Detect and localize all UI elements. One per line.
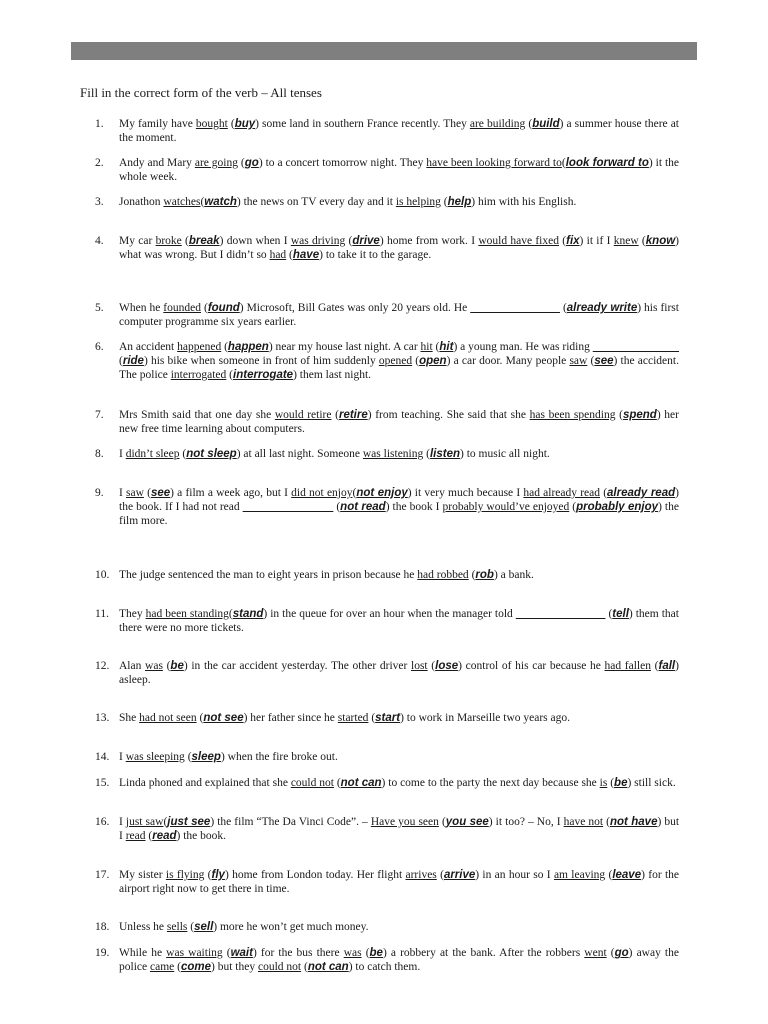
verb-hint: rob xyxy=(475,569,494,581)
sentence-text: ( xyxy=(333,501,341,513)
sentence-text: ) in the car accident yesterday. The other driver xyxy=(183,660,411,672)
answer-blank[interactable]: read xyxy=(125,830,146,842)
answer-blank[interactable]: was xyxy=(343,947,362,959)
item-text xyxy=(119,659,679,687)
sentence-text: Linda phoned and explained that she xyxy=(119,777,291,789)
answer-blank[interactable]: lost xyxy=(411,660,428,672)
sentence-text: ) for the airport right now to get there in time. xyxy=(119,869,680,895)
sentence-text: ) the book I xyxy=(385,501,443,513)
verb-hint: sell xyxy=(194,921,214,933)
sentence-text: ) still sick. xyxy=(627,777,676,789)
verb-hint: drive xyxy=(352,235,380,247)
answer-blank[interactable]: just saw xyxy=(125,816,164,828)
sentence-text: ( xyxy=(238,157,245,169)
verb-hint: stand xyxy=(232,608,264,620)
answer-blank[interactable]: happened xyxy=(177,341,222,353)
sentence-text: ) the news on TV every day and it xyxy=(236,196,396,208)
answer-blank[interactable] xyxy=(593,341,679,353)
item-text xyxy=(119,408,679,436)
verb-hint: ride xyxy=(122,355,144,367)
verb-hint: already read xyxy=(607,487,676,499)
sentence-text: ) to music all night. xyxy=(460,448,550,460)
item-number: 5. xyxy=(95,302,104,314)
sentence-text: ) in an hour so I xyxy=(475,869,554,881)
verb-hint: not can xyxy=(340,777,382,789)
sentence-text: ) them last night. xyxy=(293,369,372,381)
verb-hint: arrive xyxy=(443,869,476,881)
sentence-text: ) a young man. He was riding xyxy=(453,341,593,353)
verb-hint: know xyxy=(645,235,676,247)
item-text xyxy=(119,815,679,843)
sentence-text: ) away the police xyxy=(119,947,679,973)
sentence-text: ( xyxy=(600,487,608,499)
item-number: 10. xyxy=(95,569,110,581)
item-number: 1. xyxy=(95,118,104,130)
sentence-text: ( xyxy=(143,487,151,499)
sentence-text: ( xyxy=(427,660,436,672)
sentence-text: ) when the fire broke out. xyxy=(220,751,338,763)
sentence-text: I xyxy=(119,487,127,499)
item-number: 11. xyxy=(95,608,109,620)
item-number: 14. xyxy=(95,751,110,763)
sentence-text: ( xyxy=(145,830,153,842)
item-number: 3. xyxy=(95,196,104,208)
answer-blank[interactable]: had been standing xyxy=(145,608,229,620)
sentence-text: ) for the bus there xyxy=(252,947,344,959)
sentence-text: While he xyxy=(119,947,167,959)
item-text xyxy=(119,750,679,764)
verb-hint: not have xyxy=(610,816,658,828)
sentence-text: ) him with his English. xyxy=(471,196,577,208)
answer-blank[interactable]: opened xyxy=(378,355,413,367)
sentence-text: ( xyxy=(119,355,123,367)
sentence-text: ) it the whole week. xyxy=(119,157,680,183)
header-bar xyxy=(71,42,697,60)
answer-blank[interactable]: founded xyxy=(163,302,201,314)
sentence-text: ( xyxy=(222,947,231,959)
item-text xyxy=(119,340,679,382)
item-text xyxy=(119,486,679,528)
sentence-text: They xyxy=(119,608,146,620)
sentence-text: ) a car door. Many people xyxy=(446,355,570,367)
sentence-text: ( xyxy=(605,608,613,620)
sentence-text: ) his first computer programme six years earlier. xyxy=(119,302,679,328)
verb-hint: fix xyxy=(566,235,580,247)
sentence-text: ) to take it to the garage. xyxy=(319,249,432,261)
verb-hint: sleep xyxy=(191,751,221,763)
verb-hint: look forward to xyxy=(565,157,649,169)
sentence-text: ) the film “The Da Vinci Code”. – xyxy=(210,816,371,828)
item-text xyxy=(119,776,679,790)
sentence-text: ( xyxy=(221,341,228,353)
sentence-text: ( xyxy=(204,869,212,881)
sentence-text: ( xyxy=(607,777,615,789)
answer-blank[interactable]: hit xyxy=(420,341,433,353)
sentence-text: ( xyxy=(200,302,208,314)
verb-hint: fall xyxy=(658,660,676,672)
sentence-text: ( xyxy=(440,196,448,208)
verb-hint: open xyxy=(419,355,447,367)
verb-hint: leave xyxy=(612,869,642,881)
verb-hint: happen xyxy=(227,341,269,353)
answer-blank[interactable]: interrogated xyxy=(170,369,227,381)
sentence-text: My family have xyxy=(119,118,196,130)
sentence-text: ( xyxy=(227,118,235,130)
verb-hint: already write xyxy=(566,302,638,314)
item-number: 6. xyxy=(95,341,104,353)
item-text xyxy=(119,156,679,184)
sentence-text: ) near my house last night. A car xyxy=(268,341,421,353)
sentence-text: Unless he xyxy=(119,921,167,933)
sentence-text: ( xyxy=(174,961,181,973)
answer-blank[interactable]: saw xyxy=(126,487,144,499)
sentence-text: ( xyxy=(333,777,341,789)
sentence-text: I xyxy=(119,751,126,763)
sentence-text: When he xyxy=(119,302,164,314)
sentence-text: ) some land in southern France recently. They xyxy=(255,118,470,130)
verb-hint: go xyxy=(614,947,629,959)
sentence-text: I xyxy=(119,448,126,460)
verb-hint: interrogate xyxy=(233,369,294,381)
item-number: 16. xyxy=(95,816,110,828)
answer-blank[interactable]: did not enjoy xyxy=(291,487,353,499)
verb-hint: hit xyxy=(439,341,454,353)
sentence-text: ( xyxy=(162,660,171,672)
verb-hint: be xyxy=(369,947,383,959)
answer-blank[interactable]: was xyxy=(145,660,163,672)
item-text xyxy=(119,234,679,262)
item-number: 9. xyxy=(95,487,104,499)
answer-blank[interactable]: sells xyxy=(166,921,188,933)
sentence-text: ( xyxy=(605,869,613,881)
verb-hint: start xyxy=(375,712,401,724)
verb-hint: be xyxy=(614,777,628,789)
verb-hint: come xyxy=(180,961,212,973)
answer-blank[interactable]: could not xyxy=(257,961,302,973)
sentence-text: ( xyxy=(196,712,204,724)
sentence-text: ( xyxy=(228,608,233,620)
answer-blank[interactable]: came xyxy=(149,961,175,973)
sentence-text: ) down when I xyxy=(219,235,291,247)
verb-hint: see xyxy=(150,487,171,499)
sentence-text: ) from teaching. She said that she xyxy=(367,409,530,421)
sentence-text: ) asleep. xyxy=(119,660,679,686)
sentence-text: My car xyxy=(119,235,156,247)
answer-blank[interactable]: was listening xyxy=(362,448,424,460)
answer-blank[interactable]: are building xyxy=(469,118,526,130)
verb-hint: have xyxy=(292,249,320,261)
item-text xyxy=(119,117,679,145)
answer-blank[interactable]: probably would’ve enjoyed xyxy=(442,501,570,513)
sentence-text: ( xyxy=(525,118,533,130)
sentence-text: Andy and Mary xyxy=(119,157,195,169)
sentence-text: ( xyxy=(368,712,376,724)
sentence-text: ) a summer house there at the moment. xyxy=(119,118,679,144)
sentence-text: My sister xyxy=(119,869,166,881)
answer-blank[interactable]: am leaving xyxy=(553,869,606,881)
sentence-text: ( xyxy=(436,869,444,881)
answer-blank[interactable]: had fallen xyxy=(604,660,651,672)
item-text xyxy=(119,920,679,934)
verb-hint: be xyxy=(170,660,184,672)
verb-hint: listen xyxy=(429,448,461,460)
item-text xyxy=(119,607,679,635)
verb-hint: spend xyxy=(622,409,657,421)
answer-blank[interactable]: started xyxy=(337,712,369,724)
verb-hint: help xyxy=(447,196,472,208)
verb-hint: see xyxy=(594,355,614,367)
sentence-text: ) to work in Marseille two years ago. xyxy=(400,712,570,724)
answer-blank[interactable]: had robbed xyxy=(417,569,469,581)
sentence-text: ) but I xyxy=(119,816,680,842)
sentence-text: ( xyxy=(361,947,370,959)
answer-blank[interactable]: would have fixed xyxy=(478,235,559,247)
sentence-text: ( xyxy=(226,369,234,381)
sentence-text: ) to a concert tomorrow night. They xyxy=(258,157,427,169)
sentence-text: ) but they xyxy=(211,961,258,973)
verb-hint: not can xyxy=(307,961,349,973)
sentence-text: ( xyxy=(184,751,192,763)
sentence-text: ) Microsoft, Bill Gates was only 20 years old. He xyxy=(239,302,471,314)
answer-blank[interactable] xyxy=(470,302,560,314)
sentence-text: ( xyxy=(163,816,168,828)
sentence-text: ( xyxy=(569,501,577,513)
item-number: 17. xyxy=(95,869,110,881)
answer-blank[interactable]: have not xyxy=(563,816,604,828)
sentence-text: ( xyxy=(352,487,357,499)
sentence-text: Mrs Smith said that one day she xyxy=(119,409,275,421)
sentence-text: The judge sentenced the man to eight years in prison because he xyxy=(119,569,418,581)
item-number: 12. xyxy=(95,660,110,672)
answer-blank[interactable]: didn’t sleep xyxy=(125,448,180,460)
answer-blank[interactable] xyxy=(516,608,606,620)
item-text xyxy=(119,868,679,896)
sentence-text: ( xyxy=(181,235,189,247)
verb-hint: not sleep xyxy=(186,448,237,460)
item-text xyxy=(119,301,679,329)
sentence-text: I xyxy=(119,816,126,828)
answer-blank[interactable]: went xyxy=(584,947,607,959)
sentence-text: ) a robbery at the bank. After the robbers xyxy=(382,947,585,959)
sentence-text: ( xyxy=(638,235,646,247)
verb-hint: you see xyxy=(445,816,489,828)
sentence-text: ( xyxy=(603,816,610,828)
sentence-text: ( xyxy=(468,569,476,581)
sentence-text: ) the accident. The police xyxy=(119,355,679,381)
sentence-text: ) it very much because I xyxy=(407,487,524,499)
answer-blank[interactable]: knew xyxy=(613,235,639,247)
item-number: 13. xyxy=(95,712,110,724)
answer-blank[interactable]: was waiting xyxy=(166,947,223,959)
sentence-text: ( xyxy=(331,409,339,421)
verb-hint: just see xyxy=(167,816,211,828)
worksheet-title: Fill in the correct form of the verb – All tenses xyxy=(80,85,322,100)
sentence-text: ( xyxy=(423,448,430,460)
sentence-text: ) the book. If I had not read xyxy=(119,487,679,513)
verb-hint: buy xyxy=(234,118,256,130)
item-number: 15. xyxy=(95,777,110,789)
sentence-text: ( xyxy=(432,341,440,353)
answer-blank[interactable]: arrives xyxy=(405,869,437,881)
verb-hint: lose xyxy=(435,660,459,672)
verb-hint: tell xyxy=(612,608,629,620)
sentence-text: ( xyxy=(301,961,308,973)
answer-blank[interactable]: had not seen xyxy=(139,712,197,724)
sentence-text: ( xyxy=(558,235,567,247)
item-text xyxy=(119,946,679,974)
item-text xyxy=(119,195,679,209)
answer-blank[interactable]: was driving xyxy=(290,235,346,247)
item-text xyxy=(119,447,679,461)
item-text xyxy=(119,568,679,582)
answer-blank[interactable]: bought xyxy=(195,118,228,130)
verb-hint: not read xyxy=(340,501,386,513)
sentence-text: An accident xyxy=(119,341,178,353)
sentence-text: ( xyxy=(561,157,566,169)
item-number: 7. xyxy=(95,409,104,421)
sentence-text: ) her father since he xyxy=(243,712,338,724)
answer-blank[interactable]: Have you seen xyxy=(370,816,439,828)
answer-blank[interactable]: has been spending xyxy=(529,409,616,421)
sentence-text: ) the book. xyxy=(176,830,227,842)
sentence-text: ( xyxy=(438,816,446,828)
answer-blank[interactable]: had already read xyxy=(523,487,600,499)
verb-hint: probably enjoy xyxy=(576,501,659,513)
sentence-text: ( xyxy=(650,660,659,672)
answer-blank[interactable]: would retire xyxy=(274,409,332,421)
sentence-text: ( xyxy=(559,302,567,314)
item-number: 2. xyxy=(95,157,104,169)
verb-hint: build xyxy=(532,118,560,130)
sentence-text: ) a film a week ago, but I xyxy=(170,487,292,499)
sentence-text: ) in the queue for over an hour when the manager told xyxy=(263,608,516,620)
answer-blank[interactable]: saw xyxy=(569,355,588,367)
answer-blank[interactable]: had xyxy=(269,249,287,261)
verb-hint: fly xyxy=(211,869,225,881)
answer-blank[interactable]: are going xyxy=(194,157,238,169)
sentence-text: Alan xyxy=(119,660,146,672)
sentence-text: ( xyxy=(606,947,615,959)
sentence-text: ) to come to the party the next day because she xyxy=(381,777,600,789)
sentence-text: ( xyxy=(286,249,293,261)
sentence-text: ) more he won’t get much money. xyxy=(213,921,369,933)
sentence-text: ) home from London today. Her flight xyxy=(224,869,406,881)
answer-blank[interactable]: is flying xyxy=(165,869,205,881)
answer-blank[interactable] xyxy=(243,501,334,513)
sentence-text: ) them that there were no more tickets. xyxy=(119,608,679,634)
verb-hint: not enjoy xyxy=(356,487,408,499)
sentence-text: ) it if I xyxy=(579,235,614,247)
sentence-text: ( xyxy=(615,409,623,421)
sentence-text: ) his bike when someone in front of him suddenly xyxy=(143,355,379,367)
sentence-text: ) home from work. I xyxy=(379,235,479,247)
sentence-text: ) it too? – No, I xyxy=(488,816,564,828)
sentence-text: ( xyxy=(345,235,353,247)
verb-hint: retire xyxy=(338,409,368,421)
sentence-text: ) to catch them. xyxy=(348,961,421,973)
sentence-text: ) the film more. xyxy=(119,501,679,527)
answer-blank[interactable]: is helping xyxy=(395,196,441,208)
verb-hint: watch xyxy=(204,196,237,208)
item-number: 4. xyxy=(95,235,104,247)
item-number: 8. xyxy=(95,448,104,460)
answer-blank[interactable]: could not xyxy=(290,777,334,789)
sentence-text: ( xyxy=(412,355,420,367)
sentence-text: ( xyxy=(587,355,595,367)
sentence-text: ) her new free time learning about computers. xyxy=(119,409,679,435)
sentence-text: ) control of his car because he xyxy=(458,660,605,672)
item-text xyxy=(119,711,679,725)
sentence-text: ( xyxy=(187,921,195,933)
item-number: 18. xyxy=(95,921,110,933)
verb-hint: found xyxy=(207,302,240,314)
sentence-text: She xyxy=(119,712,140,724)
sentence-text: Jonathon xyxy=(119,196,164,208)
verb-hint: wait xyxy=(230,947,253,959)
answer-blank[interactable]: was sleeping xyxy=(125,751,185,763)
sentence-text: ) what was wrong. But I didn’t so xyxy=(119,235,680,261)
verb-hint: not see xyxy=(203,712,244,724)
verb-hint: read xyxy=(152,830,177,842)
verb-hint: break xyxy=(188,235,220,247)
answer-blank[interactable]: have been looking forward to xyxy=(426,157,562,169)
sentence-text: ) at all last night. Someone xyxy=(236,448,363,460)
verb-hint: go xyxy=(244,157,259,169)
answer-blank[interactable]: is xyxy=(599,777,608,789)
answer-blank[interactable]: watches xyxy=(163,196,201,208)
answer-blank[interactable]: broke xyxy=(155,235,182,247)
item-number: 19. xyxy=(95,947,110,959)
sentence-text: ( xyxy=(200,196,205,208)
sentence-text: ( xyxy=(179,448,187,460)
sentence-text: ) a bank. xyxy=(493,569,534,581)
